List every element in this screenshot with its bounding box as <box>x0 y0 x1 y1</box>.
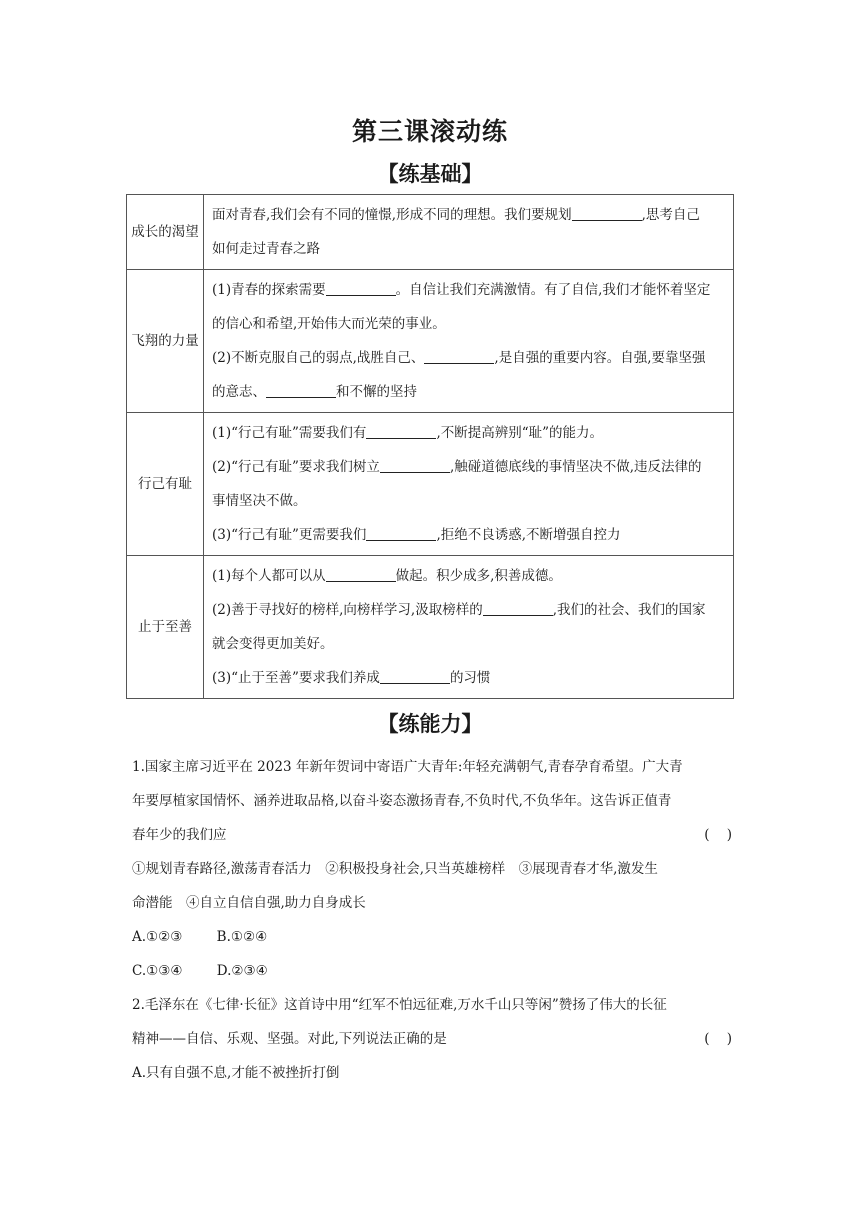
content-line <box>212 593 725 627</box>
question-1-text-line: 春年少的我们应 <box>132 827 227 843</box>
content-text: (1)青春的探索需要 <box>212 282 326 298</box>
question-2-text-line: 精神——自信、乐观、坚强。对此,下列说法正确的是 <box>132 1031 447 1047</box>
question-1-statements: 命潜能 ④自立自信自强,助力自身成长 <box>132 895 366 911</box>
content-text: ,是自强的重要内容。自强,要靠坚强 <box>494 350 706 366</box>
content-text: 。自信让我们充满激情。有了自信,我们才能怀着坚定 <box>395 282 711 298</box>
fill-in-blank[interactable] <box>326 567 396 582</box>
question-1-text-line: 1.国家主席习近平在 2023 年新年贺词中寄语广大青年:年轻充满朝气,青春孕育希望。广大青 <box>132 759 683 775</box>
content-line <box>212 307 725 341</box>
fill-in-blank[interactable] <box>366 424 436 439</box>
fill-in-blank[interactable] <box>380 458 450 473</box>
question-1-text-line: 年要厚植家国情怀、涵养进取品格,以奋斗姿态激扬青春,不负时代,不负华年。这告诉正值青 <box>132 793 672 809</box>
basics-table-row <box>127 195 734 270</box>
content-line <box>212 375 725 409</box>
question-2-text-line: 2.毛泽东在《七律·长征》这首诗中用“红军不怕远征难,万水千山只等闲”赞扬了伟大的长征 <box>132 997 667 1013</box>
content-line <box>212 559 725 593</box>
section-basics-heading: 【练基础】 <box>377 162 483 186</box>
row-topic: 止于至善 <box>127 556 204 699</box>
fill-in-blank[interactable] <box>326 281 396 296</box>
answer-parenthesis: ( ) <box>704 1031 732 1047</box>
fill-in-blank[interactable] <box>572 206 642 221</box>
section-ability-heading: 【练能力】 <box>377 712 483 736</box>
content-text: ,拒绝不良诱惑,不断增强自控力 <box>436 527 621 543</box>
basics-table-row <box>127 270 734 413</box>
option-d: D.②③④ <box>216 963 268 979</box>
content-text: ,不断提高辨别“耻”的能力。 <box>436 425 604 441</box>
row-topic: 行己有耻 <box>127 413 204 556</box>
content-text: ,触碰道德底线的事情坚决不做,违反法律的 <box>449 459 702 475</box>
content-line <box>212 273 725 307</box>
option-c: C.①③④ <box>132 963 183 979</box>
row-content <box>204 413 734 556</box>
content-text: (1)“行己有耻”需要我们有 <box>212 425 367 441</box>
content-text: (3)“止于至善”要求我们养成 <box>212 670 380 686</box>
content-line <box>212 450 725 484</box>
fill-in-blank[interactable] <box>366 526 436 541</box>
row-content <box>204 195 734 270</box>
content-text: ,思考自己 <box>641 207 700 223</box>
question-1 <box>132 750 732 988</box>
content-text: (2)“行己有耻”要求我们树立 <box>212 459 380 475</box>
content-text: 做起。积少成多,积善成德。 <box>395 568 562 584</box>
content-text: (1)每个人都可以从 <box>212 568 326 584</box>
content-text: 和不懈的坚持 <box>336 384 417 400</box>
answer-parenthesis: ( ) <box>704 827 732 843</box>
content-line <box>212 518 725 552</box>
content-line <box>212 627 725 661</box>
content-text: (3)“行己有耻”更需要我们 <box>212 527 367 543</box>
fill-in-blank[interactable] <box>380 669 450 684</box>
content-text: 的习惯 <box>449 670 491 686</box>
question-list <box>132 750 732 1090</box>
content-text: (2)不断克服自己的弱点,战胜自己、 <box>212 350 425 366</box>
row-topic: 飞翔的力量 <box>127 270 204 413</box>
content-text: 的意志、 <box>212 384 266 400</box>
content-text: 的信心和希望,开始伟大而光荣的事业。 <box>212 316 446 332</box>
content-line <box>212 484 725 518</box>
question-2 <box>132 988 732 1090</box>
content-text: 如何走过青春之路 <box>212 241 320 257</box>
option-a: A.只有自强不息,才能不被挫折打倒 <box>132 1065 340 1081</box>
content-text: 就会变得更加美好。 <box>212 636 334 652</box>
option-b: B.①②④ <box>216 929 268 945</box>
option-a: A.①②③ <box>132 929 183 945</box>
content-line <box>212 198 725 232</box>
basics-table-row <box>127 556 734 699</box>
content-line <box>212 232 725 266</box>
fill-in-blank[interactable] <box>266 383 336 398</box>
fill-in-blank[interactable] <box>483 601 553 616</box>
question-1-statements: ①规划青春路径,激荡青春活力 ②积极投身社会,只当英雄榜样 ③展现青春才华,激发生 <box>132 861 658 877</box>
content-text: ,我们的社会、我们的国家 <box>552 602 706 618</box>
content-text: 面对青春,我们会有不同的憧憬,形成不同的理想。我们要规划 <box>212 207 572 223</box>
content-text: (2)善于寻找好的榜样,向榜样学习,汲取榜样的 <box>212 602 483 618</box>
basics-table-row <box>127 413 734 556</box>
content-text: 事情坚决不做。 <box>212 493 307 509</box>
content-line <box>212 661 725 695</box>
fill-in-blank[interactable] <box>424 349 494 364</box>
row-content <box>204 556 734 699</box>
row-content <box>204 270 734 413</box>
content-line <box>212 416 725 450</box>
page-title: 第三课滚动练 <box>351 117 508 146</box>
row-topic: 成长的渴望 <box>127 195 204 270</box>
content-line <box>212 341 725 375</box>
basics-table <box>126 194 734 699</box>
